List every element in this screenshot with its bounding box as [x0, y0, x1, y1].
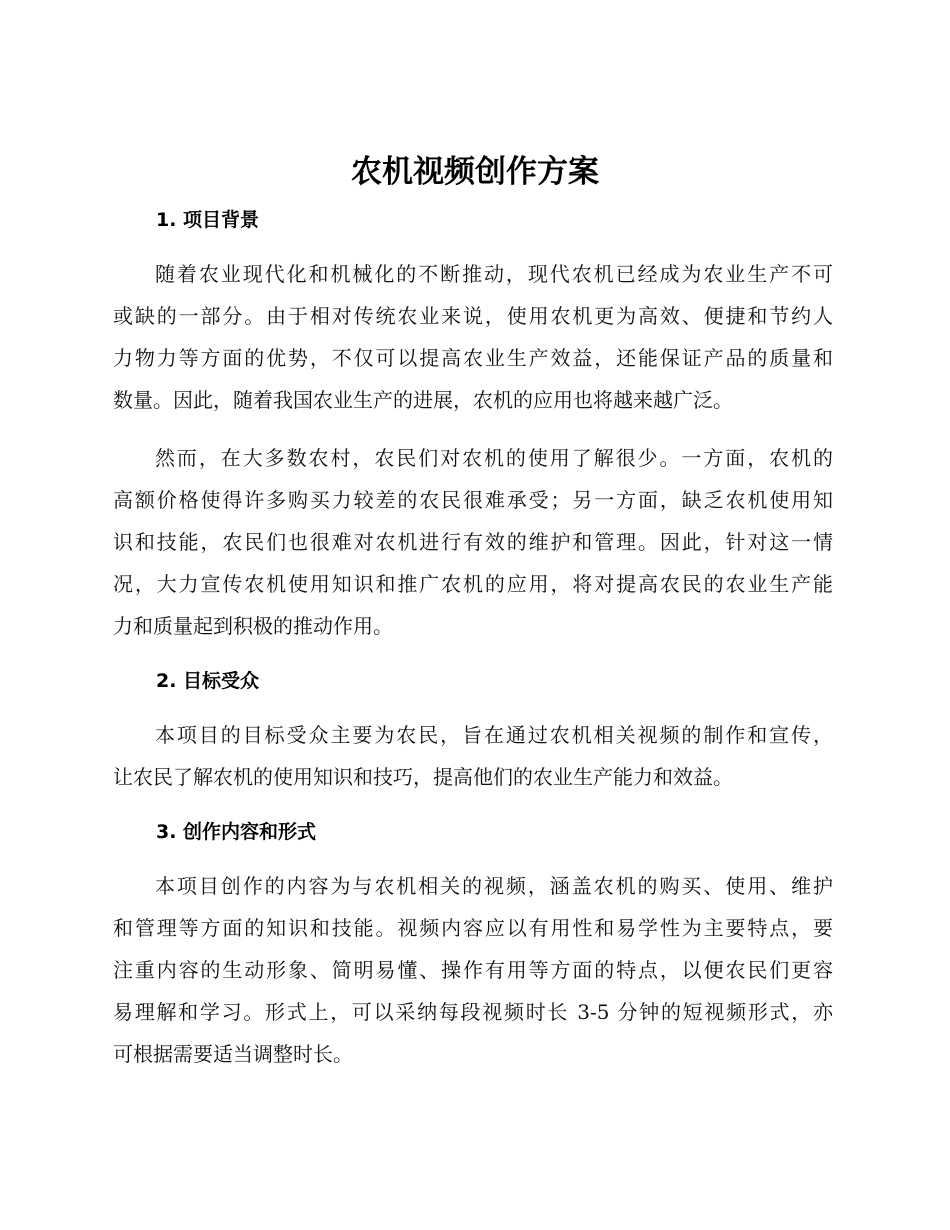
- paragraph-line: 数量。因此，随着我国农业生产的进展，农机的应用也将越来越广泛。: [113, 388, 733, 412]
- paragraph-line: 力和质量起到积极的推动作用。: [113, 614, 393, 638]
- paragraph-line: 然而，在大多数农村，农民们对农机的使用了解很少。一方面，农机的: [155, 446, 833, 470]
- paragraph-line: 易理解和学习。形式上，可以采纳每段视频时长 3-5 分钟的短视频形式，亦: [113, 1000, 833, 1024]
- paragraph-line: 可根据需要适当调整时长。: [113, 1042, 353, 1066]
- section-heading-content-form: 3. 创作内容和形式: [156, 821, 317, 843]
- paragraph-line: 随着农业现代化和机械化的不断推动，现代农机已经成为农业生产不可: [155, 262, 833, 286]
- section-heading-background: 1. 项目背景: [156, 209, 260, 231]
- paragraph-audience: [113, 714, 833, 798]
- document-title: 农机视频创作方案: [351, 154, 599, 190]
- paragraph-line: 或缺的一部分。由于相对传统农业来说，使用农机更为高效、便捷和节约人: [113, 304, 833, 328]
- paragraph-line: 高额价格使得许多购买力较差的农民很难承受；另一方面，缺乏农机使用知: [113, 488, 833, 512]
- section-heading-audience: 2. 目标受众: [156, 670, 260, 692]
- paragraph-line: 注重内容的生动形象、简明易懂、操作有用等方面的特点，以便农民们更容: [113, 958, 833, 982]
- paragraph-line: 力物力等方面的优势，不仅可以提高农业生产效益，还能保证产品的质量和: [113, 346, 833, 370]
- paragraph-line: 本项目的目标受众主要为农民，旨在通过农机相关视频的制作和宣传，: [155, 723, 833, 747]
- paragraph-line: 本项目创作的内容为与农机相关的视频，涵盖农机的购买、使用、维护: [155, 874, 833, 898]
- paragraph-line: 况，大力宣传农机使用知识和推广农机的应用，将对提高农民的农业生产能: [113, 572, 833, 596]
- paragraph-background-1: [113, 253, 833, 421]
- paragraph-background-2: [113, 437, 833, 647]
- paragraph-line: 和管理等方面的知识和技能。视频内容应以有用性和易学性为主要特点，要: [113, 916, 833, 940]
- paragraph-line: 识和技能，农民们也很难对农机进行有效的维护和管理。因此，针对这一情: [113, 530, 833, 554]
- paragraph-content-form: [113, 865, 833, 1075]
- paragraph-line: 让农民了解农机的使用知识和技巧，提高他们的农业生产能力和效益。: [113, 765, 733, 789]
